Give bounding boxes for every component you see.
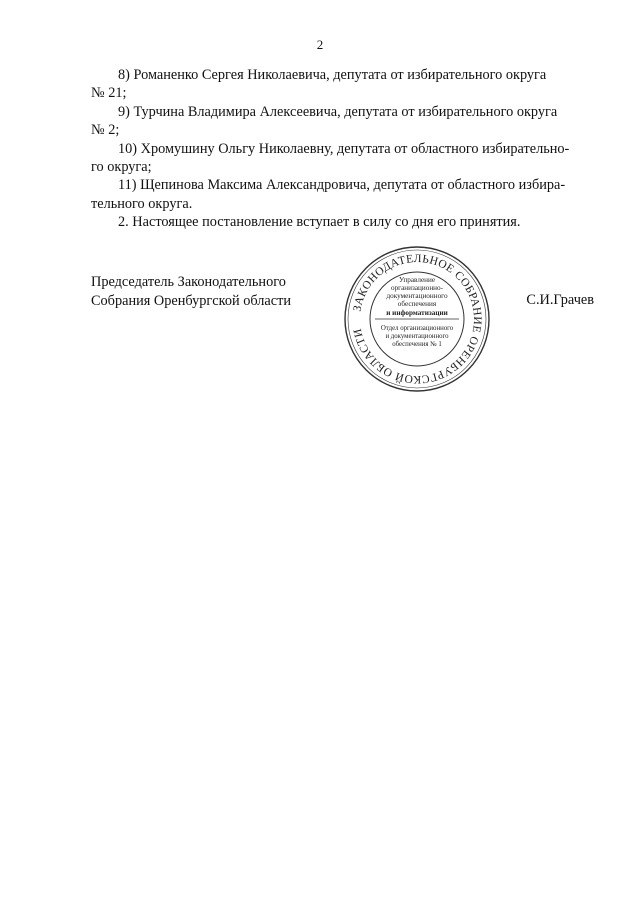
seal-line: Управление <box>398 276 436 284</box>
paragraph-continuation: № 21; <box>91 85 127 102</box>
resolution-text <box>91 66 598 232</box>
seal-line: обеспечения <box>397 300 437 308</box>
seal-stamp-icon <box>342 244 492 394</box>
signatory-title-line: Собрания Оренбургской области <box>91 293 291 309</box>
effective-clause <box>91 213 598 231</box>
list-item <box>91 66 598 103</box>
paragraph-line: 9) Турчина Владимира Алексеевича, депутата от избирательного округа <box>118 103 558 120</box>
paragraph-line: 11) Щепинова Максима Александровича, депутата от областного избира- <box>118 177 566 194</box>
paragraph-continuation: тельного округа. <box>91 195 193 212</box>
seal-line: организационно- <box>390 284 444 292</box>
signatory-name: С.И.Грачев <box>526 292 594 308</box>
seal-line: и документационного <box>385 333 449 340</box>
seal-line: и информатизации <box>386 309 448 317</box>
seal-line: обеспечения № 1 <box>392 341 442 348</box>
list-item <box>91 103 598 140</box>
seal-line: Отдел организационного <box>380 325 454 332</box>
list-item <box>91 176 598 213</box>
paragraph-continuation: № 2; <box>91 122 120 139</box>
signatory-title <box>91 273 291 311</box>
paragraph-continuation: го округа; <box>91 159 152 176</box>
seal-ring-text: ЗАКОНОДАТЕЛЬНОЕ СОБРАНИЕ ОРЕНБУРГСКОЙ ОБЛАСТИ <box>351 252 484 386</box>
paragraph-line: 8) Романенко Сергея Николаевича, депутата от избирательного округа <box>118 67 547 83</box>
list-item <box>91 140 598 177</box>
seal-line: документационного <box>386 292 448 300</box>
paragraph-line: 10) Хромушину Ольгу Николаевну, депутата от областного избирательно- <box>118 140 570 157</box>
signatory-title-line: Председатель Законодательного <box>91 274 286 290</box>
official-seal <box>342 244 492 394</box>
page-number: 2 <box>316 37 324 52</box>
paragraph-line: 2. Настоящее постановление вступает в силу со дня его принятия. <box>118 214 521 231</box>
